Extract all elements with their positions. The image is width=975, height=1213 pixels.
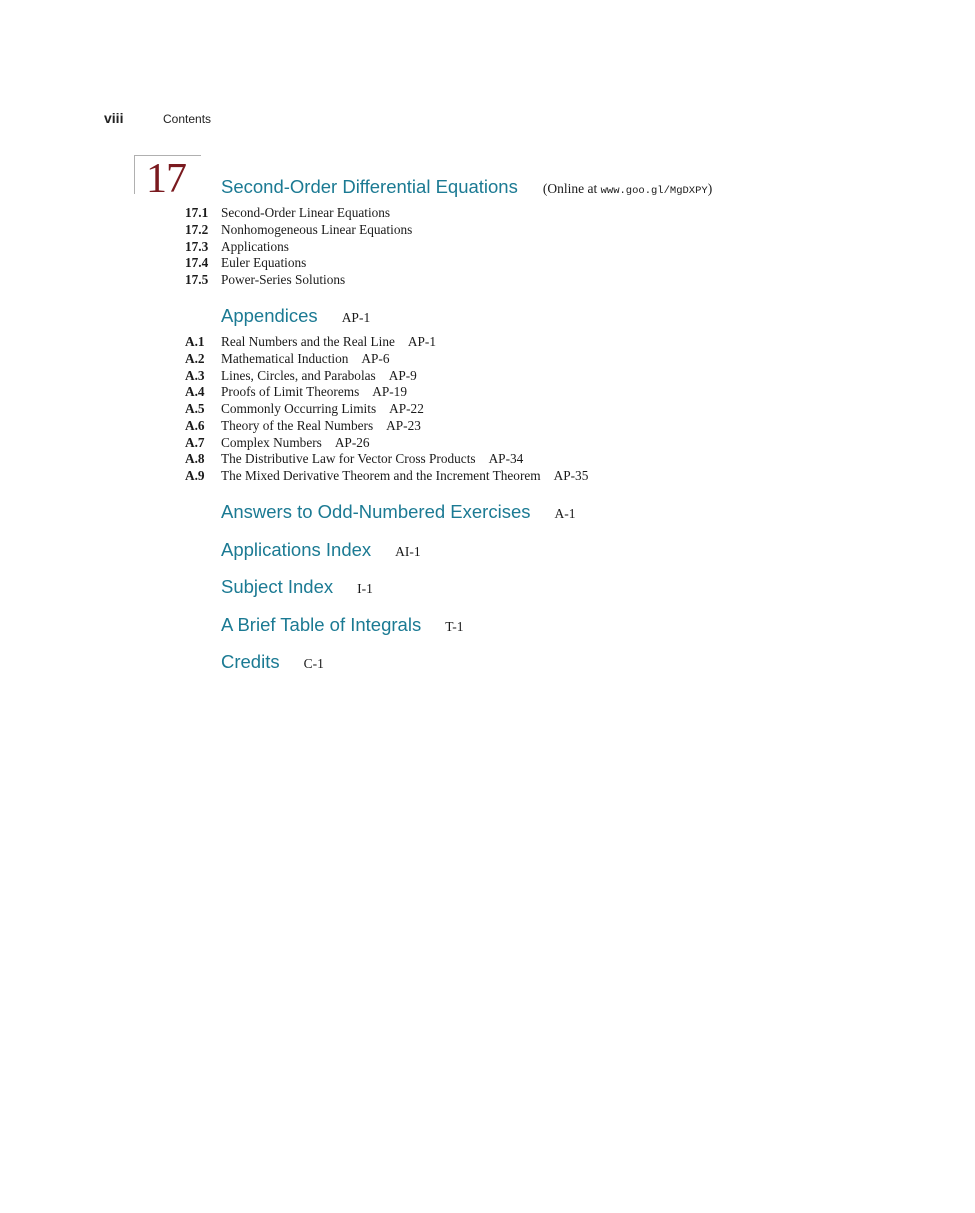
toc-entry[interactable] <box>185 368 588 385</box>
applications-index-page: AI-1 <box>395 544 421 559</box>
section-title: Applications <box>221 238 289 254</box>
toc-entry[interactable] <box>185 451 588 468</box>
online-note <box>543 181 712 197</box>
section-page: AP-23 <box>386 417 421 433</box>
section-title: Complex Numbers <box>221 434 322 450</box>
section-title: Lines, Circles, and Parabolas <box>221 367 376 383</box>
section-title: Commonly Occurring Limits <box>221 401 377 416</box>
answers-title[interactable]: Answers to Odd-Numbered Exercises <box>221 501 531 522</box>
section-title: Euler Equations <box>221 255 307 271</box>
section-number: A.1 <box>185 334 205 349</box>
toc-entry[interactable] <box>185 351 588 368</box>
subject-index-heading-row <box>221 576 373 598</box>
section-number: 17.3 <box>185 238 209 254</box>
appendix-section-list <box>185 334 588 485</box>
chapter-heading-row <box>221 176 712 198</box>
credits-page: C-1 <box>303 656 324 671</box>
section-page: AP-1 <box>407 334 436 349</box>
appendices-page: AP-1 <box>341 310 371 325</box>
section-page: AP-35 <box>553 468 589 483</box>
appendices-heading-row <box>221 305 370 327</box>
toc-entry[interactable] <box>185 272 412 289</box>
section-number: A.9 <box>185 468 205 483</box>
section-page: AP-34 <box>488 451 524 467</box>
section-title: Mathematical Induction <box>221 350 349 366</box>
section-title: Proofs of Limit Theorems <box>221 384 360 400</box>
subject-index-title[interactable]: Subject Index <box>221 576 334 597</box>
section-number: 17.2 <box>185 221 209 237</box>
section-number: A.2 <box>185 350 205 366</box>
online-prefix: (Online at <box>542 181 601 196</box>
chapter-section-list <box>185 205 412 289</box>
section-title: Theory of the Real Numbers <box>221 417 374 433</box>
answers-heading-row <box>221 501 575 523</box>
credits-heading-row <box>221 651 324 673</box>
section-title: Nonhomogeneous Linear Equations <box>221 221 413 237</box>
section-number: 17.4 <box>185 255 209 271</box>
toc-entry[interactable] <box>185 468 588 485</box>
toc-entry[interactable] <box>185 401 588 418</box>
section-number: A.3 <box>185 367 205 383</box>
section-page: AP-6 <box>361 350 390 366</box>
credits-title[interactable]: Credits <box>221 651 280 672</box>
section-page: AP-9 <box>388 367 417 383</box>
section-title: Second-Order Linear Equations <box>221 205 391 220</box>
online-url-link[interactable]: www.goo.gl/MgDXPY <box>600 185 708 197</box>
section-number: A.5 <box>185 401 205 416</box>
subject-index-page: I-1 <box>357 581 373 596</box>
section-title: Real Numbers and the Real Line <box>221 334 395 349</box>
section-title: The Mixed Derivative Theorem and the Increment Theorem <box>221 468 541 483</box>
chapter-title[interactable]: Second-Order Differential Equations <box>221 176 518 197</box>
toc-entry[interactable] <box>185 255 412 272</box>
section-number: A.6 <box>185 417 205 433</box>
section-number: 17.1 <box>185 205 209 220</box>
online-suffix: ) <box>707 181 713 196</box>
running-head <box>104 110 211 130</box>
section-number: A.4 <box>185 384 205 400</box>
toc-entry[interactable] <box>185 239 412 256</box>
page-number: viii <box>104 110 124 126</box>
applications-index-heading-row <box>221 539 421 561</box>
appendices-title[interactable]: Appendices <box>221 305 318 326</box>
section-page: AP-22 <box>389 401 424 416</box>
section-page: AP-26 <box>334 434 370 450</box>
section-page: AP-19 <box>372 384 407 400</box>
toc-entry[interactable] <box>185 205 412 222</box>
integrals-table-title[interactable]: A Brief Table of Integrals <box>221 614 422 635</box>
toc-entry[interactable] <box>185 435 588 452</box>
section-title: Power-Series Solutions <box>221 272 346 287</box>
section-title: The Distributive Law for Vector Cross Products <box>221 451 476 467</box>
section-number: A.7 <box>185 434 205 450</box>
integrals-table-heading-row <box>221 614 463 636</box>
toc-entry[interactable] <box>185 222 412 239</box>
integrals-table-page: T-1 <box>445 619 464 634</box>
toc-entry[interactable] <box>185 418 588 435</box>
applications-index-title[interactable]: Applications Index <box>221 539 372 560</box>
chapter-number: 17 <box>146 156 186 202</box>
running-title: Contents <box>163 112 212 126</box>
answers-page: A-1 <box>554 506 576 521</box>
toc-entry[interactable] <box>185 384 588 401</box>
section-number: 17.5 <box>185 272 209 287</box>
section-number: A.8 <box>185 451 205 467</box>
toc-entry[interactable] <box>185 334 588 351</box>
